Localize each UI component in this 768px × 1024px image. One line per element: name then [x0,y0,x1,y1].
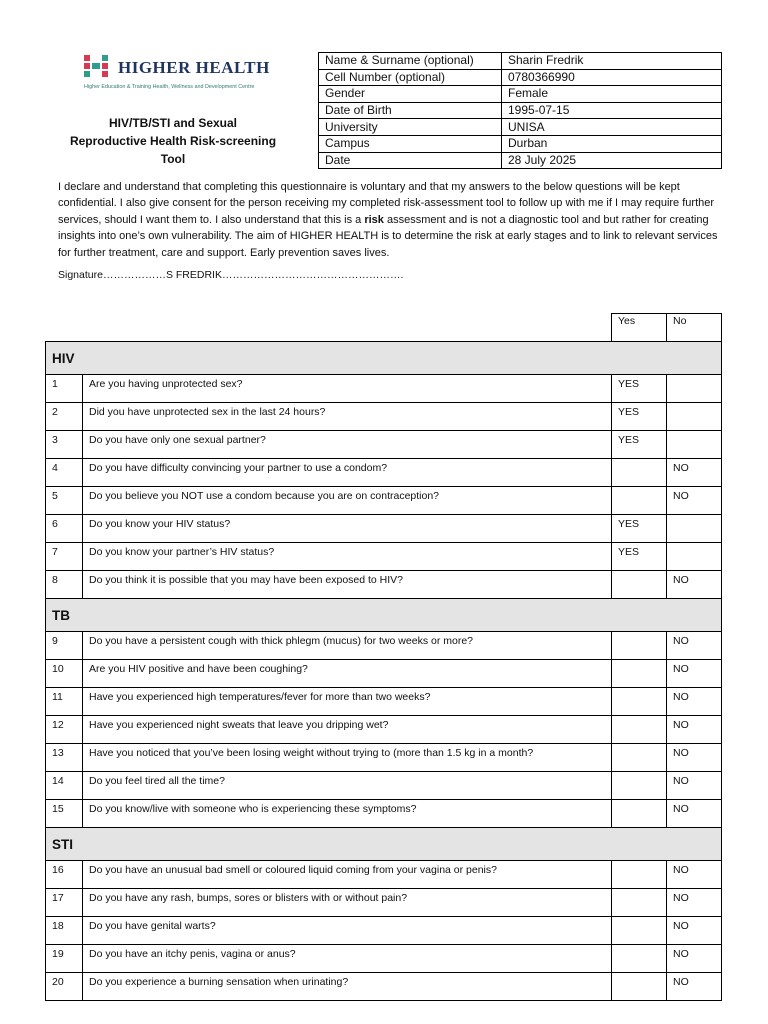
question-text: Do you have a persistent cough with thick phlegm (mucus) for two weeks or more? [83,632,612,660]
yes-answer-cell[interactable] [612,973,667,1001]
question-text: Have you noticed that you’ve been losing weight without trying to (more than 1.5 kg in a month? [83,744,612,772]
header-blank-cell [46,314,612,342]
info-value: Durban [502,135,722,152]
question-row [46,772,722,800]
no-answer-cell[interactable]: NO [667,459,722,487]
yes-answer-cell[interactable] [612,660,667,688]
question-row [46,945,722,973]
info-row [319,119,722,136]
yes-answer-cell[interactable] [612,800,667,828]
declaration-part-1: I declare and understand that completing this questionnaire is voluntary and that my answers to the below questions will be kept confidential. I also give consent for the person receiving my completed risk-assessment tool to follow up with me if I may require further services, should I want them to. I also understand that this is a [58,181,715,226]
document-title [60,114,286,168]
section-header-row [46,342,722,375]
logo-name: HIGHER HEALTH [118,58,270,77]
title-line-3: Tool [160,152,186,166]
info-row [319,152,722,169]
question-row [46,459,722,487]
info-row [319,69,722,86]
question-row [46,861,722,889]
question-number: 17 [46,889,83,917]
no-answer-cell[interactable]: NO [667,917,722,945]
question-row [46,744,722,772]
questionnaire-table [45,313,722,1001]
question-number: 5 [46,487,83,515]
question-number: 12 [46,716,83,744]
yes-answer-cell[interactable]: YES [612,515,667,543]
question-text: Do you think it is possible that you may have been exposed to HIV? [83,571,612,599]
question-row [46,800,722,828]
info-row [319,102,722,119]
question-text: Do you have difficulty convincing your partner to use a condom? [83,459,612,487]
info-value: 28 July 2025 [502,152,722,169]
question-number: 1 [46,375,83,403]
no-answer-cell[interactable]: NO [667,973,722,1001]
no-answer-cell[interactable]: NO [667,945,722,973]
yes-answer-cell[interactable] [612,459,667,487]
question-text: Do you have only one sexual partner? [83,431,612,459]
no-answer-cell[interactable] [667,403,722,431]
no-answer-cell[interactable]: NO [667,800,722,828]
higher-health-logo [82,54,282,94]
question-text: Do you know your partner’s HIV status? [83,543,612,571]
section-title: HIV [46,342,722,375]
declaration-part-2: assessment and is not a diagnostic tool and but rather for creating insights into one’s own vulnerability. The aim of HIGHER HEALTH is to determine the risk at early stages and to link to relevant services for further treatment, care and support. Early prevention saves lives. [58,213,718,259]
question-row [46,403,722,431]
yes-answer-cell[interactable] [612,772,667,800]
question-number: 4 [46,459,83,487]
logo-tagline: Higher Education & Training Health, Wellness and Development Centre [84,84,255,90]
no-answer-cell[interactable]: NO [667,632,722,660]
question-row [46,375,722,403]
yes-column-header: Yes [612,314,667,342]
info-value: Sharin Fredrik [502,53,722,70]
yes-answer-cell[interactable] [612,744,667,772]
question-row [46,889,722,917]
question-number: 13 [46,744,83,772]
yes-answer-cell[interactable] [612,889,667,917]
question-row [46,973,722,1001]
declaration-bold-word: risk [364,213,384,226]
question-row [46,632,722,660]
question-number: 20 [46,973,83,1001]
question-number: 10 [46,660,83,688]
info-label: Gender [319,86,502,103]
yes-answer-cell[interactable] [612,487,667,515]
personal-info-table [318,52,722,169]
yes-answer-cell[interactable] [612,716,667,744]
yes-answer-cell[interactable]: YES [612,431,667,459]
no-answer-cell[interactable]: NO [667,861,722,889]
question-number: 18 [46,917,83,945]
question-text: Do you know/live with someone who is experiencing these symptoms? [83,800,612,828]
section-header-row [46,599,722,632]
signature-line: Signature………………S FREDRIK……………………………………………. [58,269,404,281]
yes-answer-cell[interactable] [612,917,667,945]
question-row [46,571,722,599]
title-line-2: Reproductive Health Risk-screening [69,134,277,148]
question-number: 7 [46,543,83,571]
info-label: Date of Birth [319,102,502,119]
question-text: Do you believe you NOT use a condom because you are on contraception? [83,487,612,515]
info-label: Date [319,152,502,169]
question-number: 11 [46,688,83,716]
question-row [46,716,722,744]
info-label: Campus [319,135,502,152]
question-text: Do you have genital warts? [83,917,612,945]
question-row [46,431,722,459]
info-row [319,86,722,103]
info-value: 1995-07-15 [502,102,722,119]
question-number: 19 [46,945,83,973]
no-answer-cell[interactable]: NO [667,716,722,744]
question-number: 15 [46,800,83,828]
no-answer-cell[interactable] [667,431,722,459]
yes-answer-cell[interactable]: YES [612,403,667,431]
title-line-1: HIV/TB/STI and Sexual [108,116,238,130]
yes-answer-cell[interactable] [612,571,667,599]
yes-answer-cell[interactable] [612,945,667,973]
question-text: Do you experience a burning sensation when urinating? [83,973,612,1001]
question-row [46,688,722,716]
no-answer-cell[interactable]: NO [667,688,722,716]
no-answer-cell[interactable] [667,375,722,403]
question-number: 9 [46,632,83,660]
info-value: Female [502,86,722,103]
question-number: 2 [46,403,83,431]
no-answer-cell[interactable]: NO [667,571,722,599]
question-text: Do you have an unusual bad smell or coloured liquid coming from your vagina or penis? [83,861,612,889]
question-text: Have you experienced night sweats that leave you dripping wet? [83,716,612,744]
info-value: 0780366990 [502,69,722,86]
question-text: Do you have any rash, bumps, sores or blisters with or without pain? [83,889,612,917]
no-answer-cell[interactable]: NO [667,487,722,515]
column-header-row [46,314,722,342]
no-answer-cell[interactable]: NO [667,660,722,688]
info-label: Name & Surname (optional) [319,53,502,70]
question-row [46,487,722,515]
question-row [46,917,722,945]
yes-answer-cell[interactable] [612,861,667,889]
question-number: 6 [46,515,83,543]
declaration-text [58,179,720,261]
question-number: 3 [46,431,83,459]
question-text: Are you having unprotected sex? [83,375,612,403]
no-answer-cell[interactable]: NO [667,889,722,917]
section-header-row [46,828,722,861]
no-answer-cell[interactable]: NO [667,772,722,800]
no-answer-cell[interactable]: NO [667,744,722,772]
yes-answer-cell[interactable]: YES [612,543,667,571]
question-row [46,515,722,543]
section-title: STI [46,828,722,861]
yes-answer-cell[interactable] [612,688,667,716]
question-row [46,660,722,688]
higher-health-logo-icon [82,54,112,82]
question-text: Do you know your HIV status? [83,515,612,543]
question-number: 14 [46,772,83,800]
question-text: Do you feel tired all the time? [83,772,612,800]
question-text: Have you experienced high temperatures/fever for more than two weeks? [83,688,612,716]
info-label: Cell Number (optional) [319,69,502,86]
section-title: TB [46,599,722,632]
info-row [319,53,722,70]
question-text: Did you have unprotected sex in the last 24 hours? [83,403,612,431]
info-row [319,135,722,152]
question-row [46,543,722,571]
info-value: UNISA [502,119,722,136]
no-answer-cell[interactable] [667,543,722,571]
question-number: 16 [46,861,83,889]
yes-answer-cell[interactable]: YES [612,375,667,403]
question-text: Do you have an itchy penis, vagina or anus? [83,945,612,973]
no-answer-cell[interactable] [667,515,722,543]
question-text: Are you HIV positive and have been coughing? [83,660,612,688]
question-number: 8 [46,571,83,599]
no-column-header: No [667,314,722,342]
yes-answer-cell[interactable] [612,632,667,660]
info-label: University [319,119,502,136]
